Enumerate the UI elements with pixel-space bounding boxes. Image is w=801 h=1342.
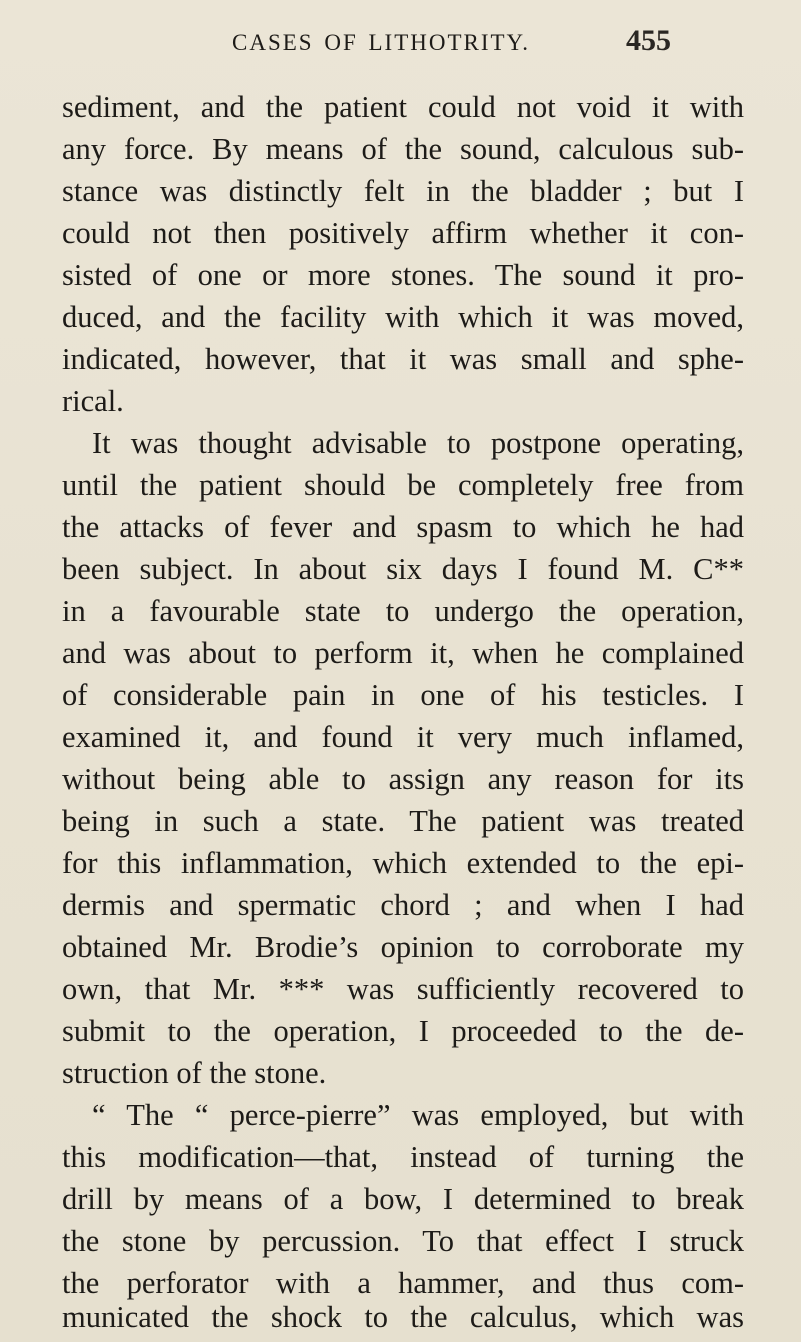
- running-head-title: CASES OF LITHOTRITY.: [232, 30, 530, 55]
- text-line: this modification—that, instead of turning the: [62, 1140, 744, 1174]
- text-line: the stone by percussion. To that effect I struck: [62, 1224, 744, 1258]
- text-line: examined it, and found it very much inflamed,: [62, 720, 744, 754]
- text-line: stance was distinctly felt in the bladder ; but I: [62, 174, 744, 208]
- text-line: own, that Mr. *** was sufficiently recovered to: [62, 972, 744, 1006]
- text-line: of considerable pain in one of his testicles. I: [62, 678, 744, 712]
- text-line: sisted of one or more stones. The sound it pro-: [62, 258, 744, 292]
- text-line: the attacks of fever and spasm to which he had: [62, 510, 744, 544]
- text-line: dermis and spermatic chord ; and when I had: [62, 888, 744, 922]
- text-line: in a favourable state to undergo the operation,: [62, 594, 744, 628]
- text-line: drill by means of a bow, I determined to break: [62, 1182, 744, 1216]
- page-number: 455: [626, 24, 671, 57]
- text-line: any force. By means of the sound, calculous sub-: [62, 132, 744, 166]
- text-line: for this inflammation, which extended to the epi-: [62, 846, 744, 880]
- text-line: sediment, and the patient could not void it with: [62, 90, 744, 124]
- text-line: obtained Mr. Brodie’s opinion to corroborate my: [62, 930, 744, 964]
- text-line: could not then positively affirm whether it con-: [62, 216, 744, 250]
- text-line: and was about to perform it, when he complained: [62, 636, 744, 670]
- text-line: duced, and the facility with which it was moved,: [62, 300, 744, 334]
- text-line: indicated, however, that it was small and sphe-: [62, 342, 744, 376]
- paragraph-start-line: “ The “ perce-pierre” was employed, but with: [92, 1098, 744, 1132]
- text-line: until the patient should be completely free from: [62, 468, 744, 502]
- text-line: without being able to assign any reason for its: [62, 762, 744, 796]
- text-line: municated the shock to the calculus, which was: [62, 1300, 744, 1334]
- text-line: rical.: [62, 384, 124, 418]
- paragraph-start-line: It was thought advisable to postpone operating,: [92, 426, 744, 460]
- text-line: the perforator with a hammer, and thus com-: [62, 1266, 744, 1300]
- text-line: been subject. In about six days I found M. C**: [62, 552, 744, 586]
- text-line: struction of the stone.: [62, 1056, 327, 1090]
- text-line: being in such a state. The patient was treated: [62, 804, 744, 838]
- text-line: submit to the operation, I proceeded to the de-: [62, 1014, 744, 1048]
